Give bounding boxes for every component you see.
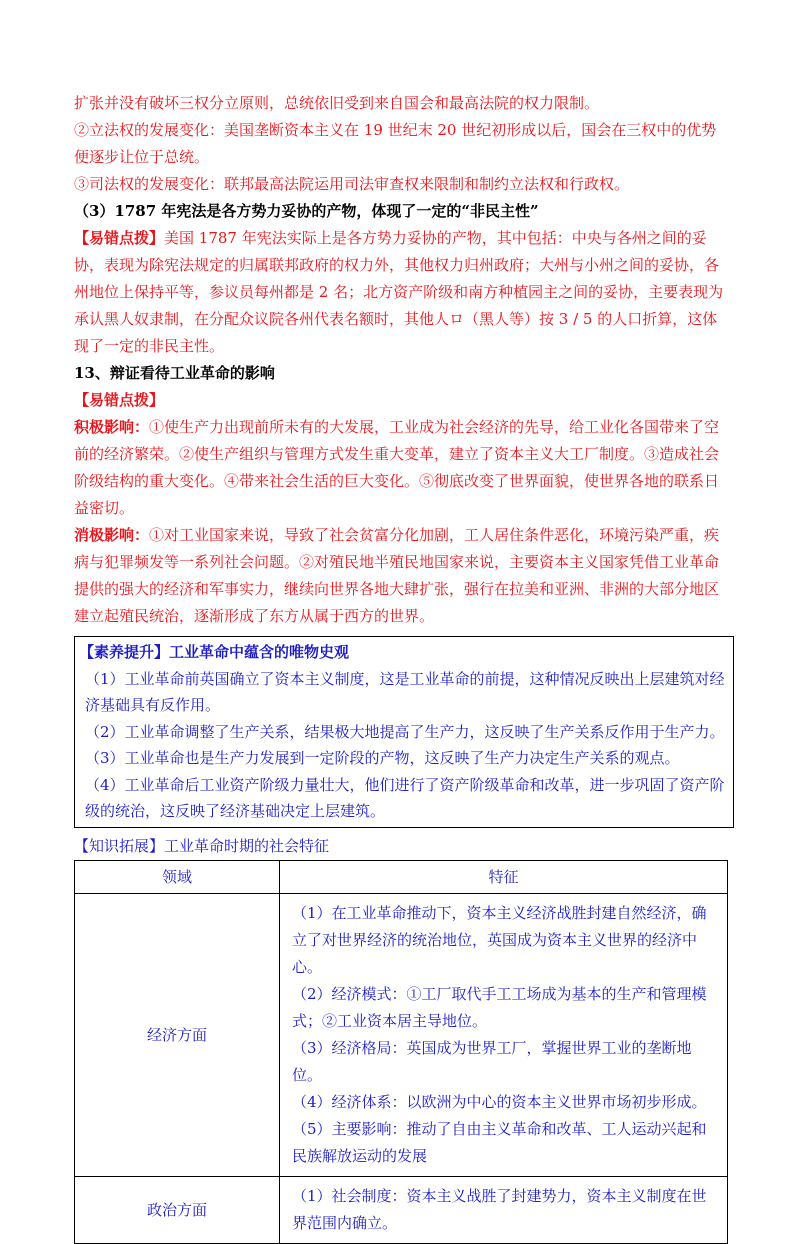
positive-text: ①使生产力出现前所未有的大发展，工业成为社会经济的先导，给工业化各国带来了空前的经济繁荣。②使生产组织与管理方式发生重大变革，建立了资本主义大工厂制度。③造成社会阶级结构的重大变化。④带来社会生活的巨大变化。⑤彻底改变了世界面貌，使世界各地的联系日益密切。 — [74, 418, 720, 517]
list-item: （4）经济体系：以欧洲为中心的资本主义世界市场初步形成。 — [292, 1092, 707, 1111]
features-table — [74, 860, 728, 1244]
list-item: （5）主要影响：推动了自由主义革命和改革、工人运动兴起和民族解放运动的发展 — [292, 1119, 707, 1165]
heading-industrial-revolution: 13、辩证看待工业革命的影响 — [74, 364, 275, 382]
table-header-row — [75, 860, 728, 893]
literacy-box — [74, 636, 734, 828]
list-item: （2）经济模式：①工厂取代手工工场成为基本的生产和管理模式；②工业资本居主导地位。 — [292, 984, 707, 1030]
field-economy: 经济方面 — [75, 893, 280, 1176]
economy-features — [280, 893, 728, 1176]
paragraph-judicial-change: ③司法权的发展变化：联邦最高法院运用司法审查权来限制和制约立法权和行政权。 — [74, 175, 630, 193]
field-politics: 政治方面 — [75, 1176, 280, 1243]
politics-features — [280, 1176, 728, 1243]
tip-text: 美国 1787 年宪法实际上是各方势力妥协的产物，其中包括：中央与各州之间的妥协，表现为除宪法规定的归属联邦政府的权力外，其他权力归州政府；大州与小州之间的妥协，各州地位上保持平等，参议员每州都是 2 名；北方资产阶级和南方种植园主之间的妥协，主要表现为承认黑人奴隶制，在分配众议院各州代表名额时，其他人ロ（黑人等）按 3 / 5 的人口折算，这体现了一定的非民主性。 — [74, 229, 724, 355]
literacy-item-3: （3）工业革命也是生产力发展到一定阶段的产物，这反映了生产力决定生产关系的观点。 — [85, 749, 680, 767]
positive-label: 积极影响： — [74, 418, 150, 436]
document-page — [74, 90, 728, 1244]
literacy-item-1: （1）工业革命前英国确立了资本主义制度，这是工业革命的前提，这种情况反映出上层建筑对经济基础具有反作用。 — [85, 669, 725, 714]
negative-text: ①对工业国家来说，导致了社会贫富分化加剧，工人居住条件恶化，环境污染严重，疾病与犯罪频发等一系列社会问题。②对殖民地半殖民地国家来说，主要资本主义国家凭借工业革命提供的强大的经济和军事实力，继续向世界各地大肆扩张，强行在拉美和亚洲、非洲的大部分地区建立起殖民统治，逐渐形成了东方从属于西方的世界。 — [74, 526, 720, 625]
list-item: （3）经济格局：英国成为世界工厂，掌握世界工业的垄断地位。 — [292, 1038, 692, 1084]
heading-constitution-1787: （3）1787 年宪法是各方势力妥协的产物，体现了一定的“非民主性” — [74, 202, 539, 220]
literacy-item-2: （2）工业革命调整了生产关系，结果极大地提高了生产力，这反映了生产关系反作用于生产力。 — [85, 722, 725, 741]
extension-title: 【知识拓展】工业革命时期的社会特征 — [74, 836, 330, 855]
literacy-item-4: （4）工业革命后工业资产阶级力量壮大，他们进行了资产阶级革命和改革，进一步巩固了资产阶级的统治，这反映了经济基础决定上层建筑。 — [85, 775, 725, 820]
paragraph-legislative-change: ②立法权的发展变化：美国垄断资本主义在 19 世纪末 20 世纪初形成以后，国会在三权中的优势便逐步让位于总统。 — [74, 121, 717, 166]
negative-impact — [74, 522, 728, 630]
negative-label: 消极影响： — [74, 526, 150, 544]
table-row — [75, 893, 728, 1176]
tip-label-13: 【易错点拨】 — [74, 391, 165, 409]
tip-label: 【易错点拨】 — [74, 229, 165, 247]
header-field: 领域 — [75, 860, 280, 893]
list-item: （1）社会制度：资本主义战胜了封建势力，资本主义制度在世界范围内确立。 — [292, 1186, 707, 1232]
paragraph-executive-expansion: 扩张并没有破坏三权分立原则，总统依旧受到来自国会和最高法院的权力限制。 — [74, 94, 600, 112]
literacy-title: 【素养提升】工业革命中蕴含的唯物史观 — [79, 643, 350, 661]
header-feature: 特征 — [280, 860, 728, 893]
table-row — [75, 1176, 728, 1243]
list-item: （1）在工业革命推动下，资本主义经济战胜封建自然经济，确立了对世界经济的统治地位，英国成为资本主义世界的经济中心。 — [292, 903, 707, 976]
positive-impact — [74, 414, 728, 522]
tip-constitution — [74, 225, 728, 360]
